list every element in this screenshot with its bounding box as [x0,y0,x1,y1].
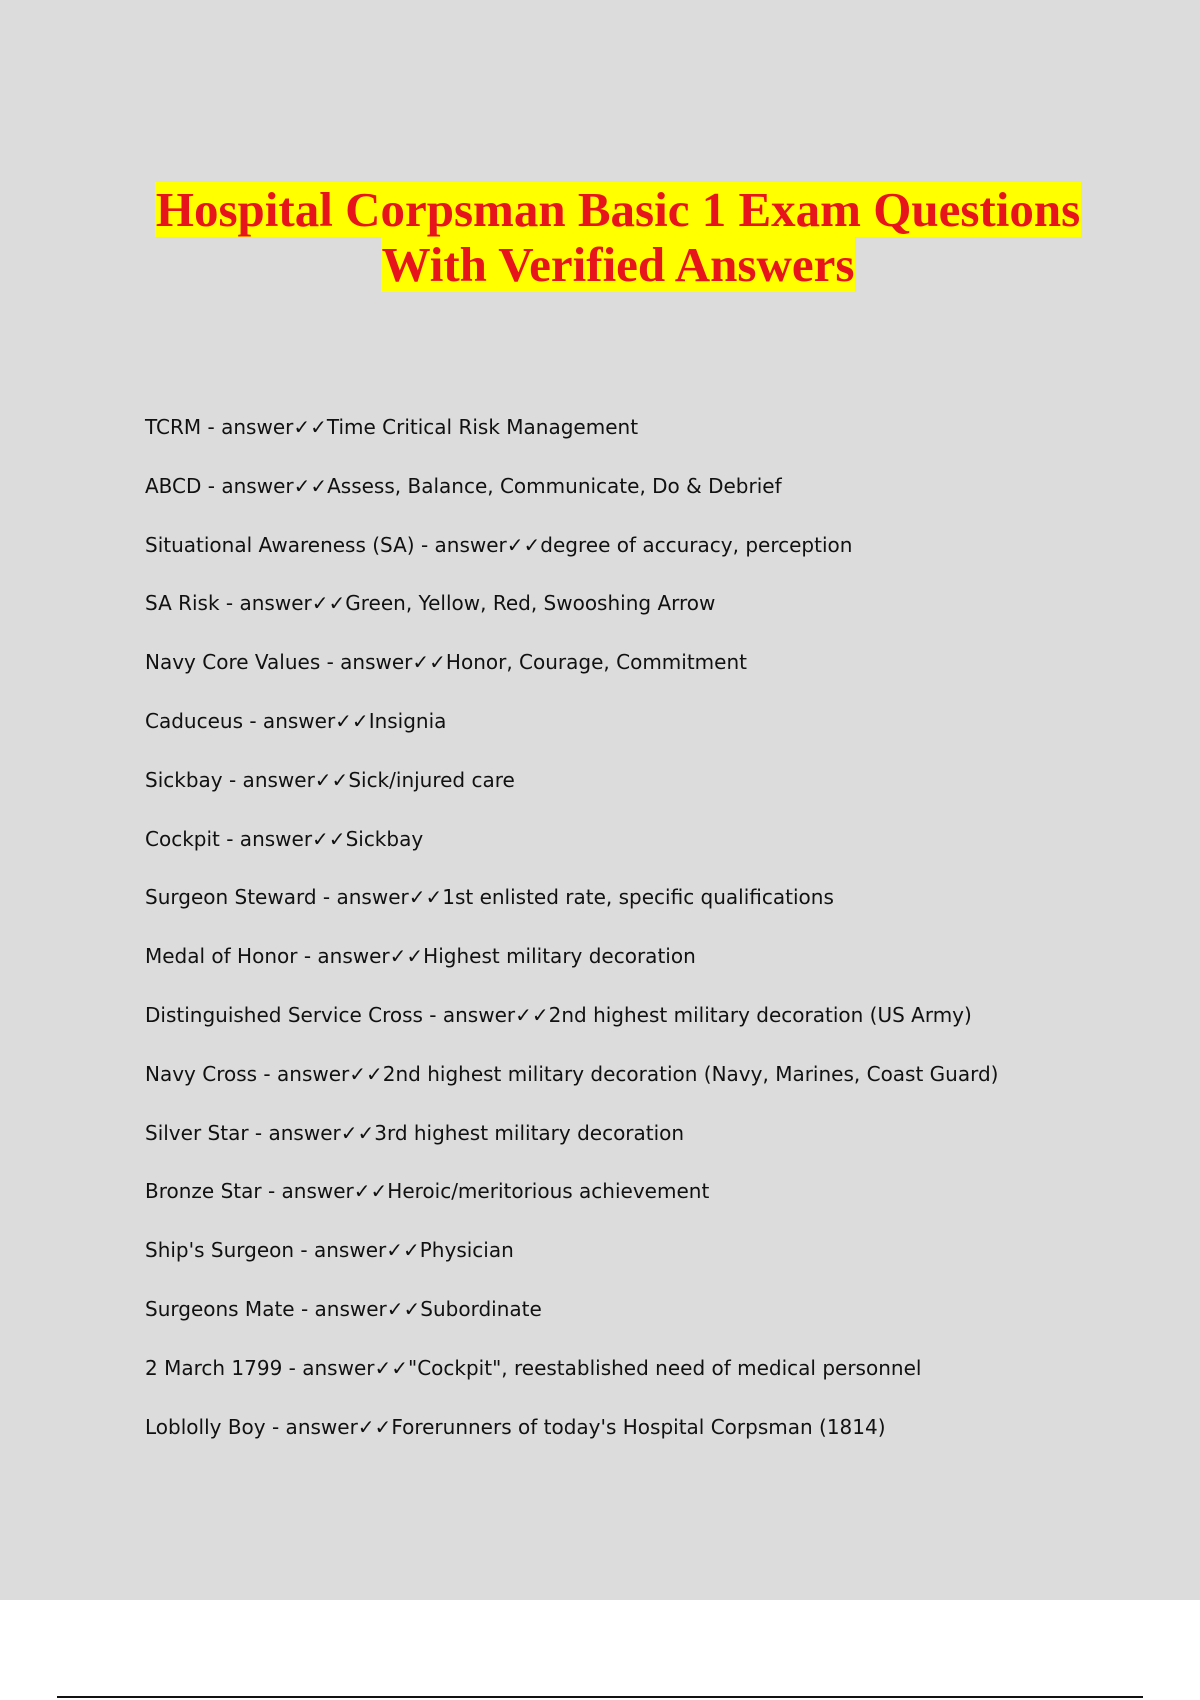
qa-separator: - answer [265,1414,358,1439]
qa-separator: - answer [294,1296,387,1321]
qa-term: Surgeon Steward [145,885,317,910]
qa-item [145,1057,998,1116]
qa-item [145,1174,998,1233]
double-check-icon: ✓✓ [386,1238,420,1263]
qa-separator: - answer [414,532,507,557]
qa-item [145,704,998,763]
double-check-icon: ✓✓ [357,1414,392,1439]
qa-answer: Green, Yellow, Red, Swooshing Arrow [345,591,716,616]
qa-term: Cockpit [145,826,220,851]
qa-separator: - answer [422,1002,516,1027]
qa-item [145,763,998,822]
qa-term: Situational Awareness (SA) [145,532,415,557]
qa-separator: - answer [219,826,313,851]
qa-answer: degree of accuracy, perception [540,532,853,557]
qa-answer: 1st enlisted rate, specific qualifications [442,885,834,910]
qa-separator: - answer [243,708,336,733]
qa-term: ABCD [145,473,202,498]
qa-item [145,822,998,881]
qa-answer: Physician [419,1238,514,1263]
qa-separator: - answer [201,473,294,498]
qa-term: Bronze Star [145,1179,262,1204]
qa-item [145,645,998,704]
qa-term: Medal of Honor [145,944,298,969]
qa-answer: Heroic/meritorious achievement [387,1179,710,1204]
qa-separator: - answer [297,944,390,969]
qa-answer: Assess, Balance, Communicate, Do & Debrief [327,473,782,498]
qa-term: Ship's Surgeon [145,1238,295,1263]
qa-item [145,410,998,469]
qa-item [145,1292,998,1351]
qa-item [145,1351,998,1410]
double-check-icon: ✓✓ [335,708,369,733]
double-check-icon: ✓✓ [408,885,443,910]
qa-separator: - answer [294,1238,387,1263]
footer-rule [57,1696,1143,1698]
qa-term: Sickbay [145,767,223,792]
qa-answer: 2nd highest military decoration (Navy, Marines, Coast Guard) [382,1061,999,1086]
qa-item [145,1410,998,1469]
qa-term: 2 March 1799 [145,1355,283,1380]
qa-item [145,880,998,939]
double-check-icon: ✓✓ [353,1179,388,1204]
double-check-icon: ✓✓ [340,1120,375,1145]
qa-answer: 2nd highest military decoration (US Army) [548,1002,972,1027]
qa-separator: - answer [282,1355,375,1380]
qa-answer: Forerunners of today's Hospital Corpsman (1814) [391,1414,886,1439]
double-check-icon: ✓✓ [412,650,446,675]
double-check-icon: ✓✓ [312,826,346,851]
qa-separator: - answer [320,650,413,675]
qa-answer: Sick/injured care [348,767,515,792]
qa-term: TCRM [145,415,202,439]
qa-answer: Time Critical Risk Management [326,415,639,439]
qa-list [145,410,998,1468]
qa-separator: - answer [219,591,312,616]
double-check-icon: ✓✓ [515,1002,549,1027]
qa-answer: Sickbay [345,826,424,851]
qa-term: SA Risk [145,591,220,616]
qa-separator: - answer [261,1179,354,1204]
document-title [0,182,1200,292]
double-check-icon: ✓✓ [374,1355,408,1380]
qa-item [145,939,998,998]
qa-term: Navy Cross [145,1061,258,1086]
qa-item [145,528,998,587]
qa-item [145,469,998,528]
double-check-icon: ✓✓ [349,1061,383,1086]
qa-item [145,1116,998,1175]
qa-answer: 3rd highest military decoration [374,1120,685,1145]
qa-term: Surgeons Mate [145,1296,295,1321]
double-check-icon: ✓✓ [386,1296,421,1321]
qa-separator: - answer [257,1061,350,1086]
qa-separator: - answer [222,767,315,792]
qa-term: Distinguished Service Cross [145,1002,423,1027]
qa-item [145,586,998,645]
title-line-1: Hospital Corpsman Basic 1 Exam Questions [155,182,1081,237]
title-line-2: With Verified Answers [381,237,855,292]
qa-separator: - answer [316,885,409,910]
qa-term: Silver Star [145,1120,249,1145]
double-check-icon: ✓✓ [293,415,327,439]
qa-term: Loblolly Boy [145,1414,266,1439]
qa-answer: "Cockpit", reestablished need of medical personnel [408,1355,922,1380]
double-check-icon: ✓✓ [506,532,541,557]
qa-answer: Insignia [368,708,447,733]
qa-separator: - answer [248,1120,341,1145]
qa-item [145,1233,998,1292]
qa-answer: Subordinate [420,1296,542,1321]
qa-term: Caduceus [145,708,243,733]
qa-answer: Honor, Courage, Commitment [445,650,747,675]
double-check-icon: ✓✓ [389,944,424,969]
qa-separator: - answer [201,415,294,439]
qa-item [145,998,998,1057]
qa-term: Navy Core Values [145,650,321,675]
double-check-icon: ✓✓ [311,591,346,616]
double-check-icon: ✓✓ [314,767,349,792]
double-check-icon: ✓✓ [293,473,328,498]
qa-answer: Highest military decoration [423,944,696,969]
